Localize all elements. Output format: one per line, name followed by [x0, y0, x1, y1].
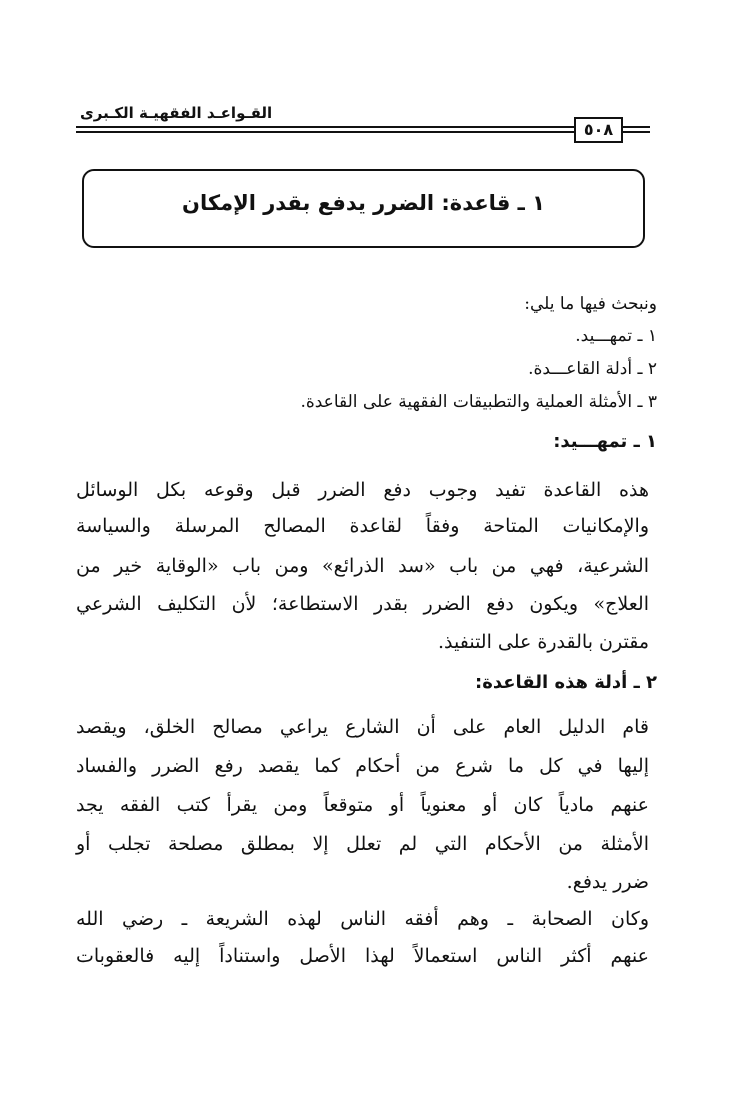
page-number: ٥٠٨ [574, 117, 623, 143]
header-rule-top [76, 126, 574, 128]
paragraph-line: مقترن بالقدرة على التنفيذ. [437, 631, 649, 653]
section-heading: ٢ ـ أدلة هذه القاعدة: [475, 672, 657, 693]
intro-lead: ونبحث فيها ما يلي: [524, 294, 657, 314]
paragraph-line: عنهم أكثر الناس استعمالاً لهذا الأصل واستناداً إليه فالعقوبات [76, 945, 649, 967]
paragraph-line: العلاج» ويكون دفع الضرر بقدر الاستطاعة؛ لأن التكليف الشرعي [76, 593, 649, 615]
paragraph-line: هذه القاعدة تفيد وجوب دفع الضرر قبل وقوعه بكل الوسائل [76, 479, 649, 501]
paragraph-line: عنهم مادياً كان أو معنوياً أو متوقعاً ومن يقرأ كتب الفقه يجد [76, 794, 649, 816]
paragraph-line: الشرعية، فهي من باب «سد الذرائع» ومن باب «الوقاية خير من [76, 555, 649, 577]
section-title-box [82, 169, 645, 248]
intro-item: ٢ ـ أدلة القاعـــدة. [528, 359, 657, 379]
section-title: ١ ـ قاعدة: الضرر يدفع بقدر الإمكان [182, 190, 545, 215]
intro-item: ٣ ـ الأمثلة العملية والتطبيقات الفقهية على القاعدة. [300, 392, 657, 412]
running-header-title: القـواعـد الفقهيـة الكـبرى [80, 104, 273, 122]
header-rule-right-bottom [622, 131, 650, 133]
paragraph-line: وكان الصحابة ـ وهم أفقه الناس لهذه الشريعة ـ رضي الله [76, 908, 649, 930]
intro-item: ١ ـ تمهـــيد. [575, 326, 657, 346]
section-heading: ١ ـ تمهـــيد: [553, 431, 657, 452]
paragraph-line: قام الدليل العام على أن الشارع يراعي مصالح الخلق، ويقصد [76, 716, 649, 738]
paragraph-line: ضرر يدفع. [566, 871, 649, 893]
header-rule-right-top [622, 126, 650, 128]
paragraph-line: الأمثلة من الأحكام التي لم تعلل إلا بمطلق مصلحة تجلب أو [76, 833, 649, 855]
paragraph-line: إليها في كل ما شرع من أحكام كما يقصد رفع الضرر والفساد [76, 755, 649, 777]
paragraph-line: والإمكانيات المتاحة وفقاً لقاعدة المصالح المرسلة والسياسة [76, 515, 649, 537]
header-rule-bottom [76, 131, 574, 133]
